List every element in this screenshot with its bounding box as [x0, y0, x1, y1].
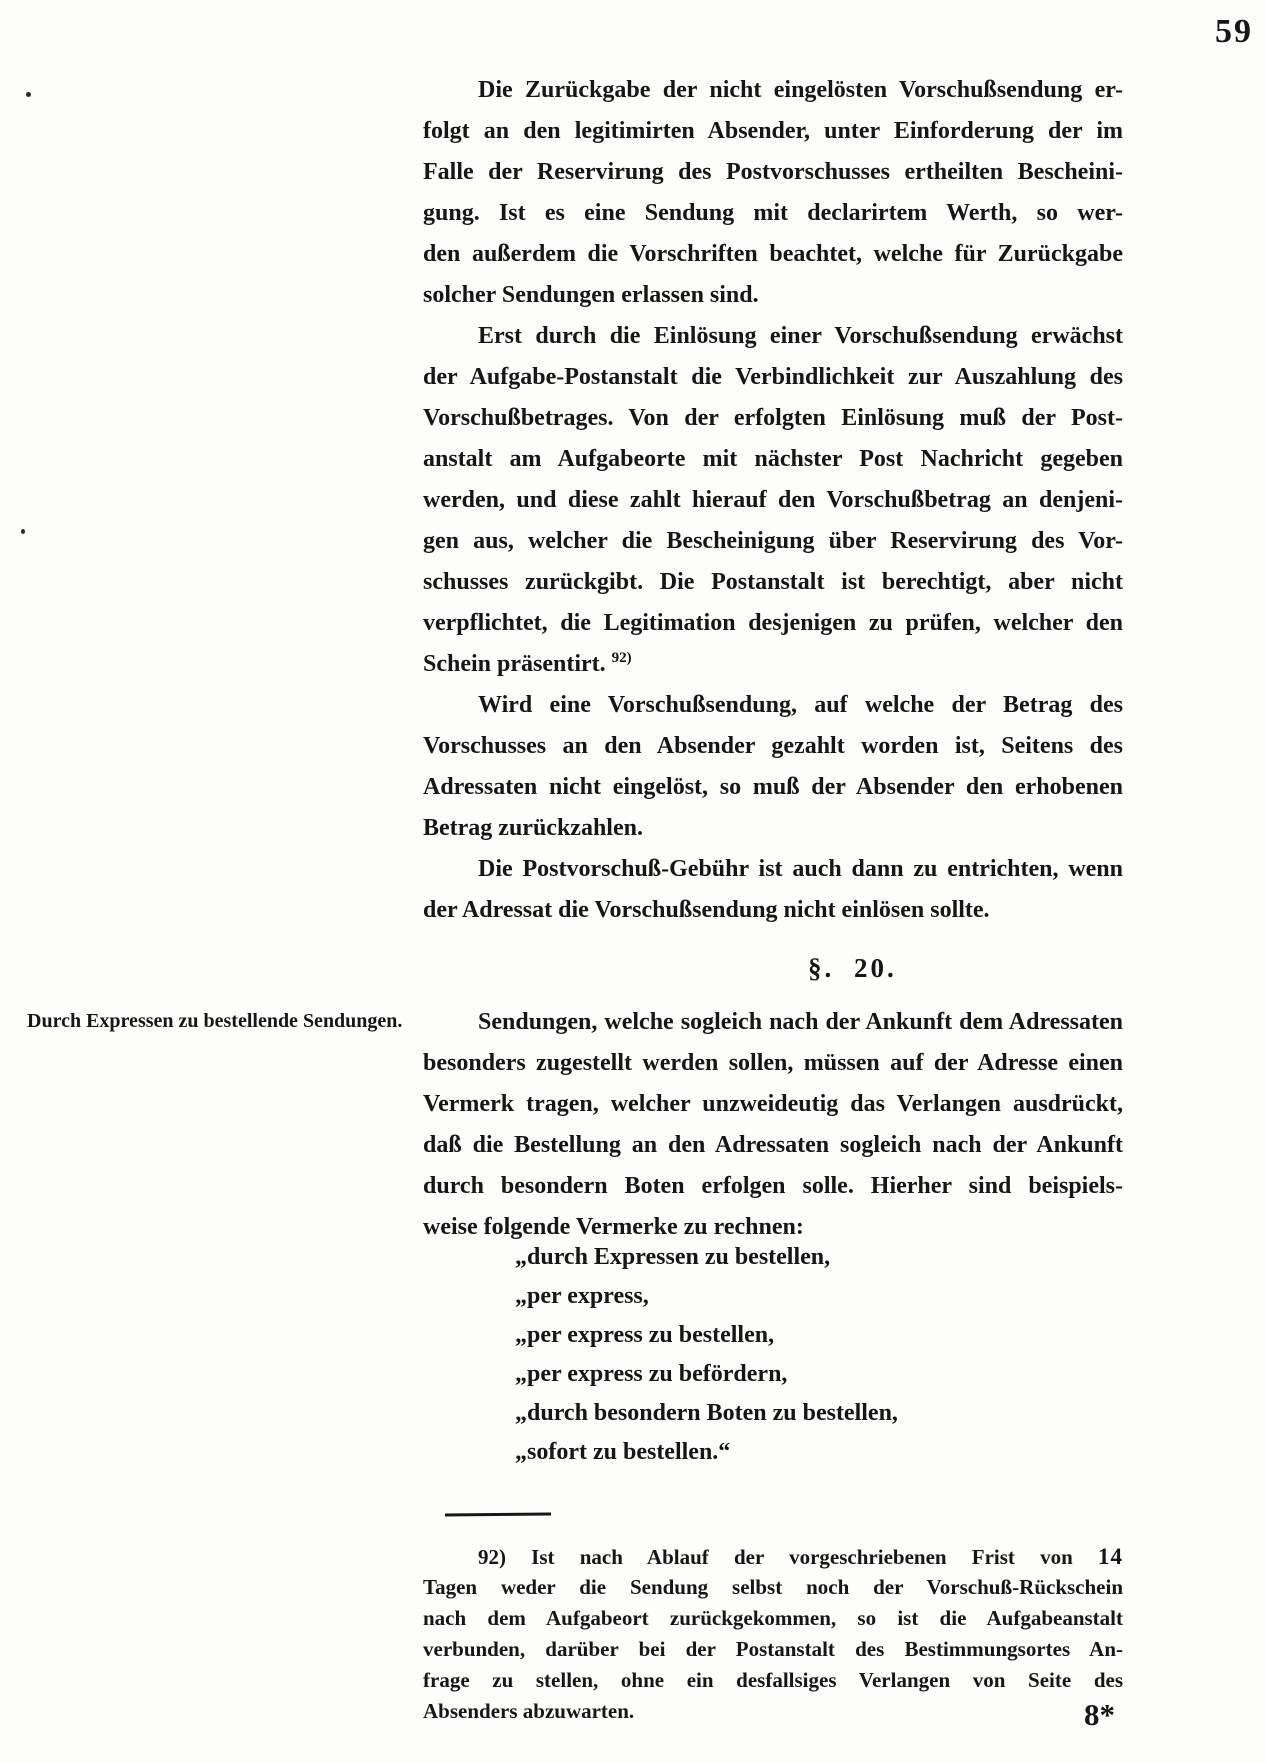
- footnote-text: 92) Ist nach Ablauf der vorgeschriebenen Frist von: [478, 1545, 1098, 1569]
- paragraph-sender-repayment: [423, 685, 1123, 849]
- text-line: schusses zurückgibt. Die Postanstalt ist berechtigt, aber nicht: [423, 569, 1123, 595]
- margin-note: Durch Expressen zu bestellende Sendungen.: [27, 1010, 403, 1032]
- text-line: besonders zugestellt werden sollen, müssen auf der Adresse einen: [423, 1050, 1123, 1076]
- text-line: den außerdem die Vorschriften beachtet, welche für Zurückgabe: [423, 241, 1123, 267]
- list-item: „durch Expressen zu bestellen,: [515, 1244, 831, 1270]
- text-line-with-footnote-ref: [423, 644, 1123, 685]
- text-line: durch besondern Boten erfolgen solle. Hierher sind beispiels-: [423, 1173, 1123, 1199]
- footnote-line: verbunden, darüber bei der Postanstalt des Bestimmungsortes An-: [423, 1637, 1123, 1661]
- scan-speck: [26, 92, 31, 97]
- paragraph-advance-fee: [423, 849, 1123, 931]
- footnote-separator-rule: [445, 1512, 551, 1516]
- section-20-text-column: [423, 1002, 1123, 1248]
- list-item: „per express zu bestellen,: [515, 1322, 775, 1348]
- text-line: weise folgende Vermerke zu rechnen:: [423, 1214, 804, 1240]
- paragraph-express-delivery: [423, 1002, 1123, 1248]
- text-line: Adressaten nicht eingelöst, so muß der Absender den erhobenen: [423, 774, 1123, 800]
- list-item: „durch besondern Boten zu bestellen,: [515, 1400, 898, 1426]
- footnote-body: [423, 1572, 1123, 1727]
- text-line: Betrag zurückzahlen.: [423, 815, 643, 841]
- text-line: gen aus, welcher die Bescheinigung über Reservirung des Vor-: [423, 528, 1123, 554]
- text-line: folgt an den legitimirten Absender, unter Einforderung der im: [423, 118, 1123, 144]
- text-line: daß die Bestellung an den Adressaten sogleich nach der Ankunft: [423, 1132, 1123, 1158]
- footnote-first-line: [423, 1541, 1123, 1572]
- footnote: [423, 1541, 1123, 1727]
- footnote-line: nach dem Aufgabeort zurückgekommen, so ist die Aufgabeanstalt: [423, 1606, 1123, 1630]
- text-line: der Adressat die Vorschußsendung nicht einlösen sollte.: [423, 897, 990, 923]
- paragraph-redemption-obligation: [423, 316, 1123, 644]
- footnote-line: frage zu stellen, ohne ein desfallsiges Verlangen von Seite des: [423, 1668, 1123, 1692]
- footnote-number-emphasis: 14: [1098, 1544, 1123, 1569]
- text-line: Erst durch die Einlösung einer Vorschußsendung erwächst: [478, 323, 1123, 349]
- paragraph-return-of-advance: [423, 70, 1123, 316]
- scan-speck: [21, 529, 25, 534]
- page-number: 59: [1215, 13, 1253, 50]
- text-line: werden, und diese zahlt hierauf den Vorschußbetrag an denjeni-: [423, 487, 1123, 513]
- list-item: „sofort zu bestellen.“: [515, 1439, 731, 1465]
- text-line: verpflichtet, die Legitimation desjenigen zu prüfen, welcher den: [423, 610, 1123, 636]
- text-line: Die Zurückgabe der nicht eingelösten Vorschußsendung er-: [478, 77, 1123, 103]
- list-item: „per express zu befördern,: [515, 1361, 788, 1387]
- text-line: Vermerk tragen, welcher unzweideutig das Verlangen ausdrückt,: [423, 1091, 1123, 1117]
- text-line: der Aufgabe-Postanstalt die Verbindlichkeit zur Auszahlung des: [423, 364, 1123, 390]
- text-line: Vorschußbetrages. Von der erfolgten Einlösung muß der Post-: [423, 405, 1123, 431]
- footnote-line: Absenders abzuwarten.: [423, 1699, 635, 1723]
- line-text: Schein präsentirt.: [423, 651, 612, 677]
- text-line: Vorschusses an den Absender gezahlt worden ist, Seitens des: [423, 733, 1123, 759]
- section-heading: §. 20.: [808, 953, 897, 983]
- text-line: anstalt am Aufgabeorte mit nächster Post Nachricht gegeben: [423, 446, 1123, 472]
- text-line: Sendungen, welche sogleich nach der Ankunft dem Adressaten: [478, 1009, 1123, 1035]
- main-text-column: [423, 70, 1123, 931]
- signature-mark: 8*: [1084, 1697, 1115, 1732]
- footnote-line: Tagen weder die Sendung selbst noch der Vorschuß-Rückschein: [423, 1575, 1123, 1599]
- text-line: solcher Sendungen erlassen sind.: [423, 282, 759, 308]
- delivery-remark-list: [515, 1238, 1115, 1472]
- footnote-reference: 92): [611, 650, 632, 666]
- text-line: gung. Ist es eine Sendung mit declarirtem Werth, so wer-: [423, 200, 1123, 226]
- list-item: „per express,: [515, 1283, 649, 1309]
- text-line: Wird eine Vorschußsendung, auf welche der Betrag des: [478, 692, 1123, 718]
- text-line: Falle der Reservirung des Postvorschusses ertheilten Bescheini-: [423, 159, 1123, 185]
- text-line: Die Postvorschuß-Gebühr ist auch dann zu entrichten, wenn: [478, 856, 1123, 882]
